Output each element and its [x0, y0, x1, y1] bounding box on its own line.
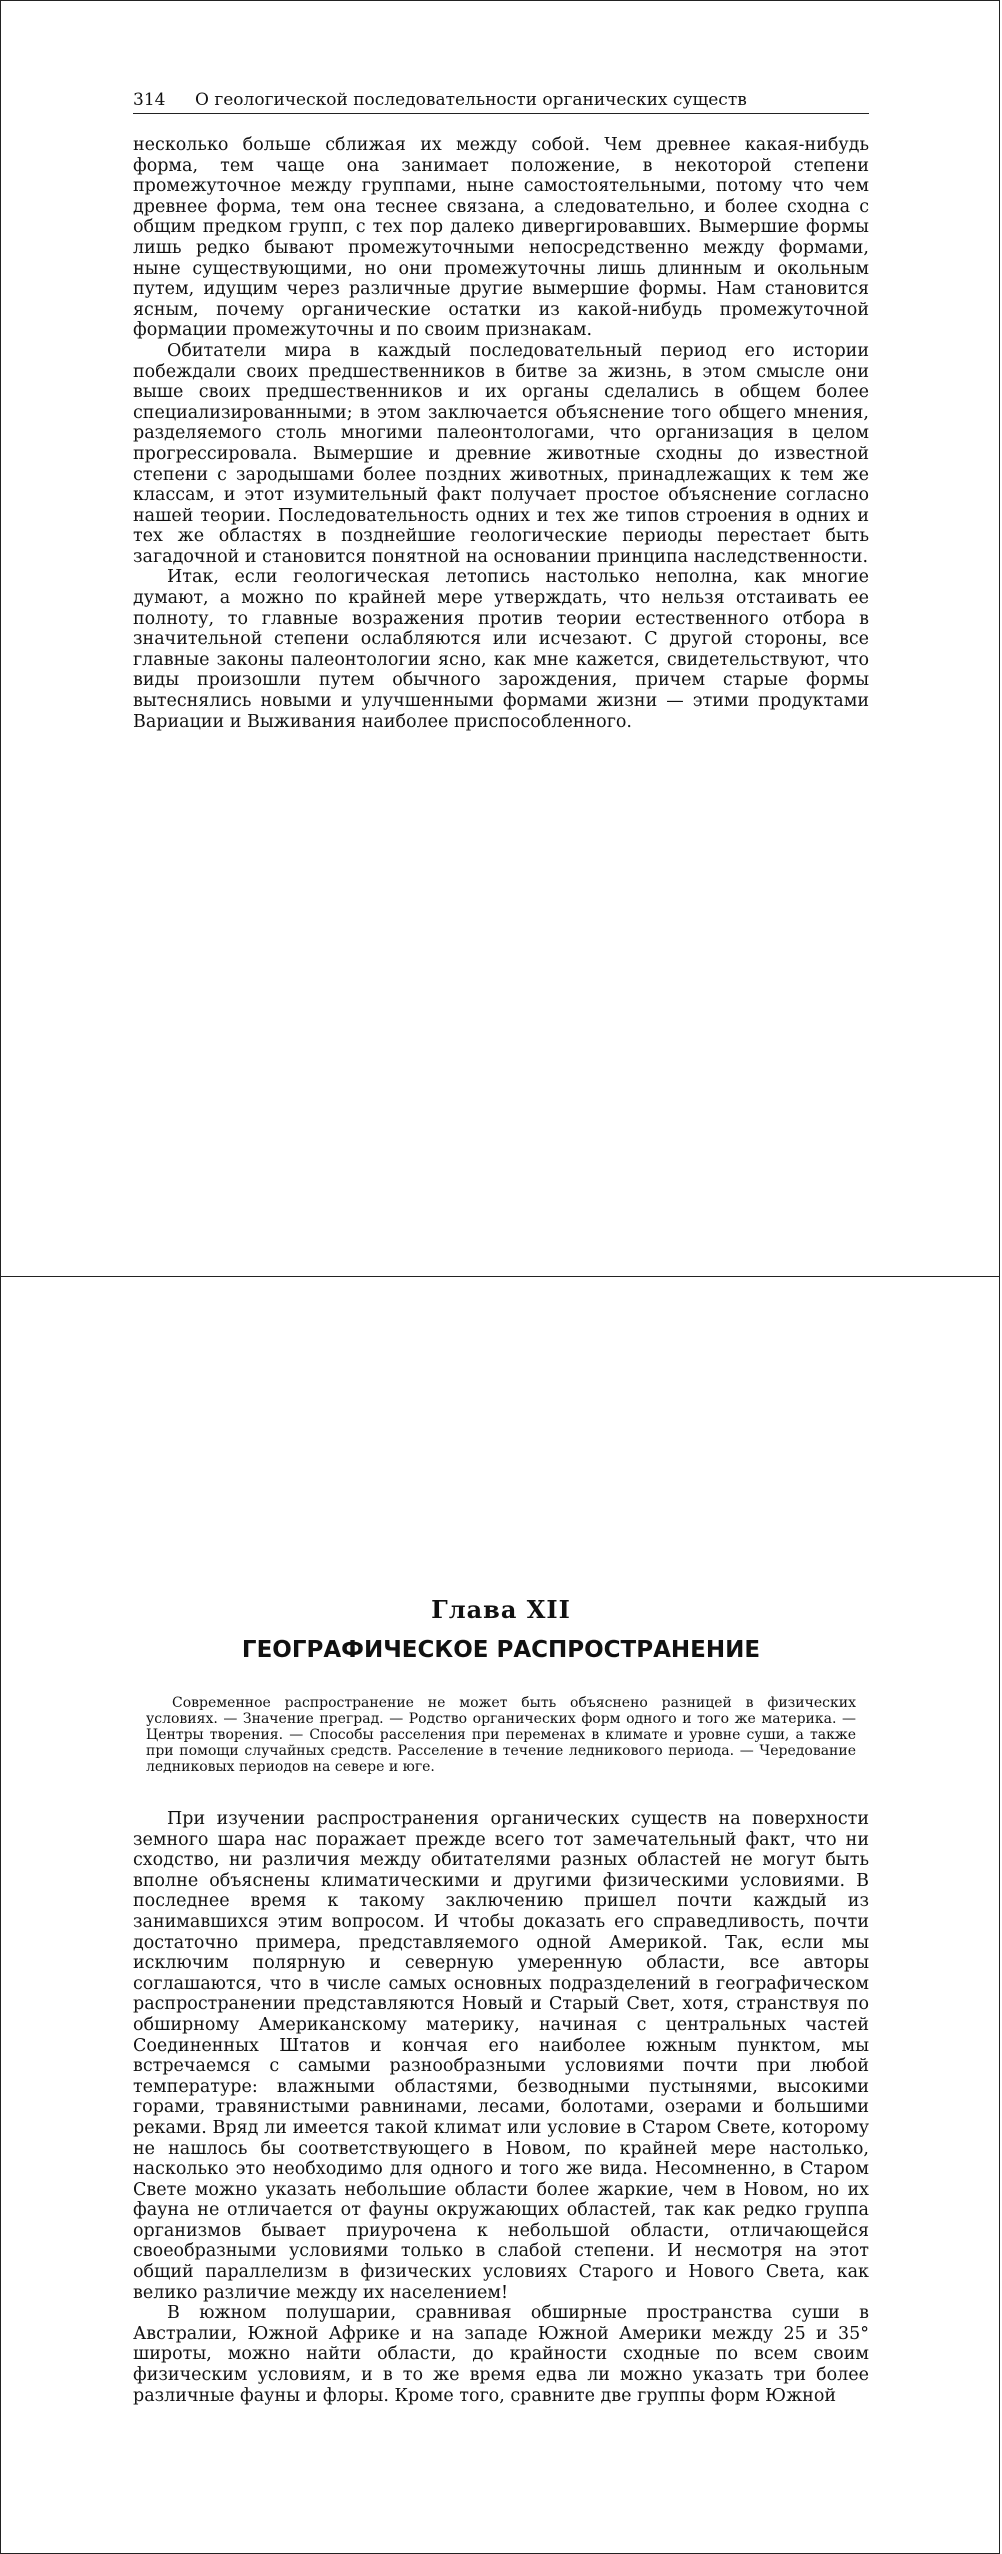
paragraph: В южном полушарии, сравнивая обширные пространства суши в Австралии, Южной Африке и на западе Южной Америки между 25 и 35° широты, можно найти области, до крайности сходные по всем своим физическим условиям, и в то же время едва ли можно указать три более различные фауны и флоры. Кроме того, сравните две группы форм Южной	[133, 2303, 869, 2406]
chapter-title: ГЕОГРАФИЧЕСКОЕ РАСПРОСТРАНЕНИЕ	[241, 1637, 761, 1663]
book-page-314	[0, 0, 1000, 1278]
paragraph: При изучении распространения органических существ на поверхности земного шара нас поражает прежде всего тот замечательный факт, что ни сходство, ни различия между обитателями разных областей не могут быть вполне объяснены климатическими и другими физическими условиями. В последнее время к такому заключению пришел почти каждый из занимавшихся этим вопросом. И чтобы доказать его справедливость, почти достаточно примера, представляемого одной Америкой. Так, если мы исключим полярную и северную умеренную области, все авторы соглашаются, что в числе самых основных подразделений в географическом распространении представляются Новый и Старый Свет, хотя, странствуя по обширному Американскому материку, начиная с центральных частей Соединенных Штатов и кончая его наиболее южным пунктом, мы встречаемся с самыми разнообразными условиями почти при любой температуре: влажными областями, безводными пустынями, высокими горами, травянистыми равнинами, лесами, болотами, озерами и большими реками. Вряд ли имеется такой климат или условие в Старом Свете, которому не нашлось бы соответствующего в Новом, по крайней мере настолько, насколько это необходимо для одного и того же вида. Несомненно, в Старом Свете можно указать небольшие области более жаркие, чем в Новом, но их фауна не отличается от фауны окружающих областей, так как редко группа организмов бывает приурочена к небольшой области, отличающейся своеобразными условиями только в слабой степени. И несмотря на этот общий параллелизм в физических условиях Старого и Нового Света, как велико различие между их населением!	[133, 1809, 869, 2303]
paragraph: Обитатели мира в каждый последовательный период его истории побеждали своих предшественников в битве за жизнь, в этом смысле они выше своих предшественников и их органы сделались в общем более специализированными; в этом заключается объяснение того общего мнения, разделяемого столь многими палеонтологами, что организация в целом прогрессировала. Вымершие и древние животные сходны до известной степени с зародышами более поздних животных, принадлежащих к тем же классам, и этот изумительный факт получает простое объяснение согласно нашей теории. Последовательность одних и тех же типов строения в одних и тех же областях в позднейшие геологические периоды перестает быть загадочной и становится понятной на основании принципа наследственности.	[133, 340, 869, 567]
page-number: 314	[133, 90, 166, 110]
page2-body-text	[133, 1809, 869, 2406]
chapter-label: Глава XII	[431, 1595, 571, 1624]
running-title: О геологической последовательности органических существ	[195, 90, 747, 110]
chapter-summary	[146, 1695, 856, 1775]
book-page-chapter-12	[0, 1276, 1000, 2554]
running-header	[133, 89, 869, 114]
page1-body-text	[133, 135, 869, 732]
paragraph: Итак, если геологическая летопись настолько неполна, как многие думают, а можно по крайней мере утверждать, что нельзя отстаивать ее полноту, то главные возражения против теории естественного отбора в значительной степени ослабляются или исчезают. С другой стороны, все главные законы палеонтологии ясно, как мне кажется, свидетельствуют, что виды произошли путем обычного зарождения, причем старые формы вытеснялись новыми и улучшенными формами жизни — этими продуктами Вариации и Выживания наиболее приспособленного.	[133, 567, 869, 732]
paragraph: несколько больше сближая их между собой. Чем древнее какая-нибудь форма, тем чаще она занимает положение, в некоторой степени промежуточное между группами, ныне самостоятельными, потому что чем древнее форма, тем она теснее связана, а следовательно, и более сходна с общим предком групп, с тех пор далеко дивергировавших. Вымершие формы лишь редко бывают промежуточными непосредственно между формами, ныне существующими, но они промежуточны лишь длинным и окольным путем, идущим через различные другие вымершие формы. Нам становится ясным, почему органические остатки из какой-нибудь промежуточной формации промежуточны и по своим признакам.	[133, 135, 869, 341]
chapter-summary-text: Современное распространение не может быть объяснено разницей в физических условиях. — Значение преград. — Родство органических форм одного и того же материка. — Центры творения. — Способы расселения при переменах в климате и уровне суши, а также при помощи случайных средств. Расселение в течение ледникового периода. — Чередование ледниковых периодов на севере и юге.	[146, 1695, 856, 1775]
